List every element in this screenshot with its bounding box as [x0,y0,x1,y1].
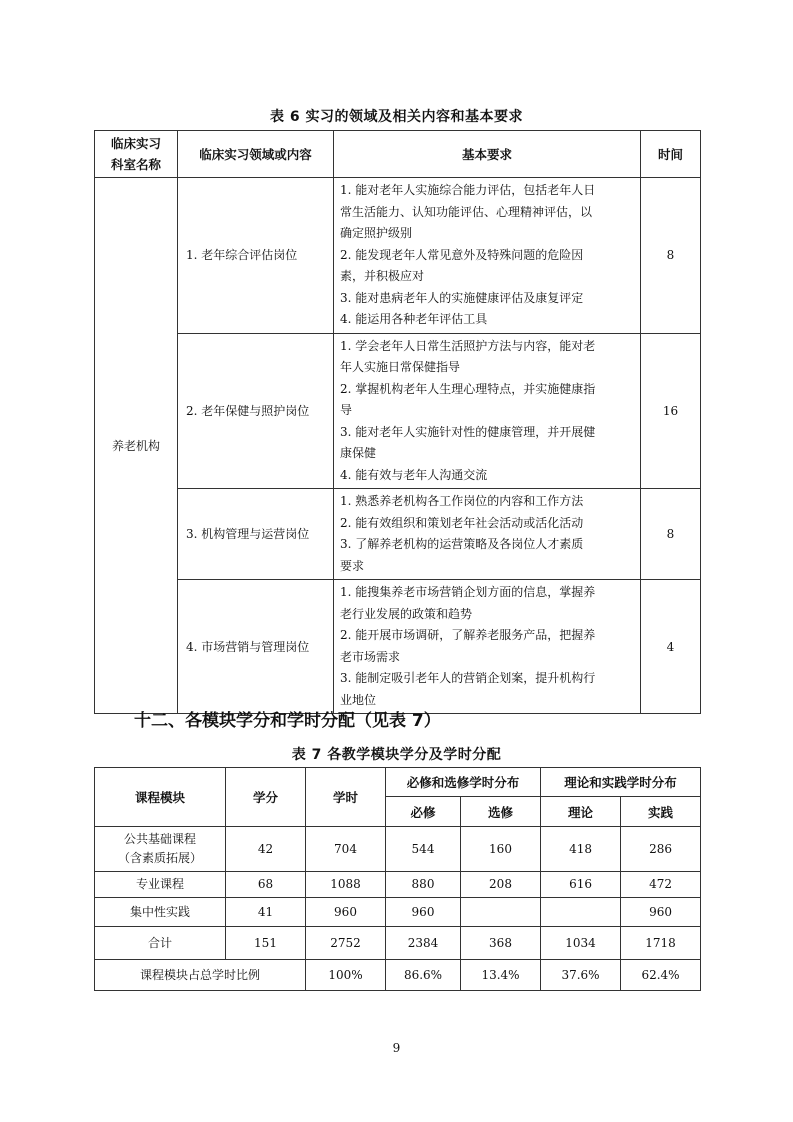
page-number: 9 [392,1041,401,1055]
table-row-ratio [95,960,701,991]
table-row [95,580,701,714]
time-cell: 4 [641,580,701,714]
requirements-cell: 1. 学会老年人日常生活照护方法与内容，能对老 年人实施日常保健指导 2. 掌握机构老年人生理心理特点，并实施健康指 导 3. 能对老年人实施针对性的健康管理，并开展健 康保健 4. 能有效与老年人沟通交流 [334,333,641,489]
practice-cell: 472 [621,872,701,898]
theory-cell: 418 [541,827,621,872]
table-row [95,872,701,898]
practice-cell: 960 [621,898,701,927]
required-ratio-cell: 86.6% [386,960,461,991]
credits-cell: 42 [226,827,306,872]
header-required-elective-group: 必修和选修学时分布 [386,768,541,797]
header-practice: 实践 [621,797,701,827]
hours-ratio-cell: 100% [306,960,386,991]
credits-cell: 41 [226,898,306,927]
theory-cell [541,898,621,927]
header-department: 临床实习 科室名称 [95,131,178,178]
module-cell: 集中性实践 [95,898,226,927]
practice-cell: 1718 [621,927,701,960]
theory-cell: 1034 [541,927,621,960]
required-cell: 880 [386,872,461,898]
area-cell: 4. 市场营销与管理岗位 [178,580,334,714]
table7-header-row [95,768,701,797]
header-hours: 学时 [306,768,386,827]
module-cell: 合计 [95,927,226,960]
required-cell: 960 [386,898,461,927]
credits-cell: 68 [226,872,306,898]
time-cell: 8 [641,178,701,334]
header-time: 时间 [641,131,701,178]
ratio-label-cell: 课程模块占总学时比例 [95,960,306,991]
time-cell: 16 [641,333,701,489]
module-cell: 公共基础课程 （含素质拓展） [95,827,226,872]
header-credits: 学分 [226,768,306,827]
table6-caption: 表 6 实习的领域及相关内容和基本要求 [270,109,523,125]
table-row [95,178,701,334]
practice-cell: 286 [621,827,701,872]
section-heading: 十二、各模块学分和学时分配（见表 7） [134,711,441,731]
elective-cell: 368 [461,927,541,960]
header-theory-practice-group: 理论和实践学时分布 [541,768,701,797]
required-cell: 544 [386,827,461,872]
theory-cell: 616 [541,872,621,898]
time-cell: 8 [641,489,701,580]
hours-cell: 960 [306,898,386,927]
hours-cell: 2752 [306,927,386,960]
requirements-cell: 1. 熟悉养老机构各工作岗位的内容和工作方法 2. 能有效组织和策划老年社会活动或活化活动 3. 了解养老机构的运营策略及各岗位人才素质 要求 [334,489,641,580]
requirements-cell: 1. 能搜集养老市场营销企划方面的信息，掌握养 老行业发展的政策和趋势 2. 能开展市场调研，了解养老服务产品，把握养 老市场需求 3. 能制定吸引老年人的营销企划案，提升机构行 业地位 [334,580,641,714]
hours-cell: 704 [306,827,386,872]
theory-ratio-cell: 37.6% [541,960,621,991]
department-cell: 养老机构 [95,178,178,714]
elective-cell [461,898,541,927]
header-theory: 理论 [541,797,621,827]
header-module: 课程模块 [95,768,226,827]
area-cell: 3. 机构管理与运营岗位 [178,489,334,580]
area-cell: 1. 老年综合评估岗位 [178,178,334,334]
table-row [95,489,701,580]
header-elective: 选修 [461,797,541,827]
required-cell: 2384 [386,927,461,960]
table-row [95,898,701,927]
practice-ratio-cell: 62.4% [621,960,701,991]
credits-cell: 151 [226,927,306,960]
area-cell: 2. 老年保健与照护岗位 [178,333,334,489]
elective-cell: 208 [461,872,541,898]
requirements-cell: 1. 能对老年人实施综合能力评估，包括老年人日 常生活能力、认知功能评估、心理精神评估，以 确定照护级别 2. 能发现老年人常见意外及特殊问题的危险因 素，并积极应对 3. 能对患病老年人的实施健康评估及康复评定 4. 能运用各种老年评估工具 [334,178,641,334]
elective-ratio-cell: 13.4% [461,960,541,991]
module-cell: 专业课程 [95,872,226,898]
header-requirements: 基本要求 [334,131,641,178]
hours-cell: 1088 [306,872,386,898]
table6-header-row [95,131,701,178]
header-required: 必修 [386,797,461,827]
table7-caption: 表 7 各教学模块学分及学时分配 [291,747,502,763]
table-row [95,333,701,489]
table-row-total [95,927,701,960]
table-row [95,827,701,872]
header-area: 临床实习领域或内容 [178,131,334,178]
elective-cell: 160 [461,827,541,872]
internship-table [94,130,701,714]
credit-hours-table [94,767,701,991]
